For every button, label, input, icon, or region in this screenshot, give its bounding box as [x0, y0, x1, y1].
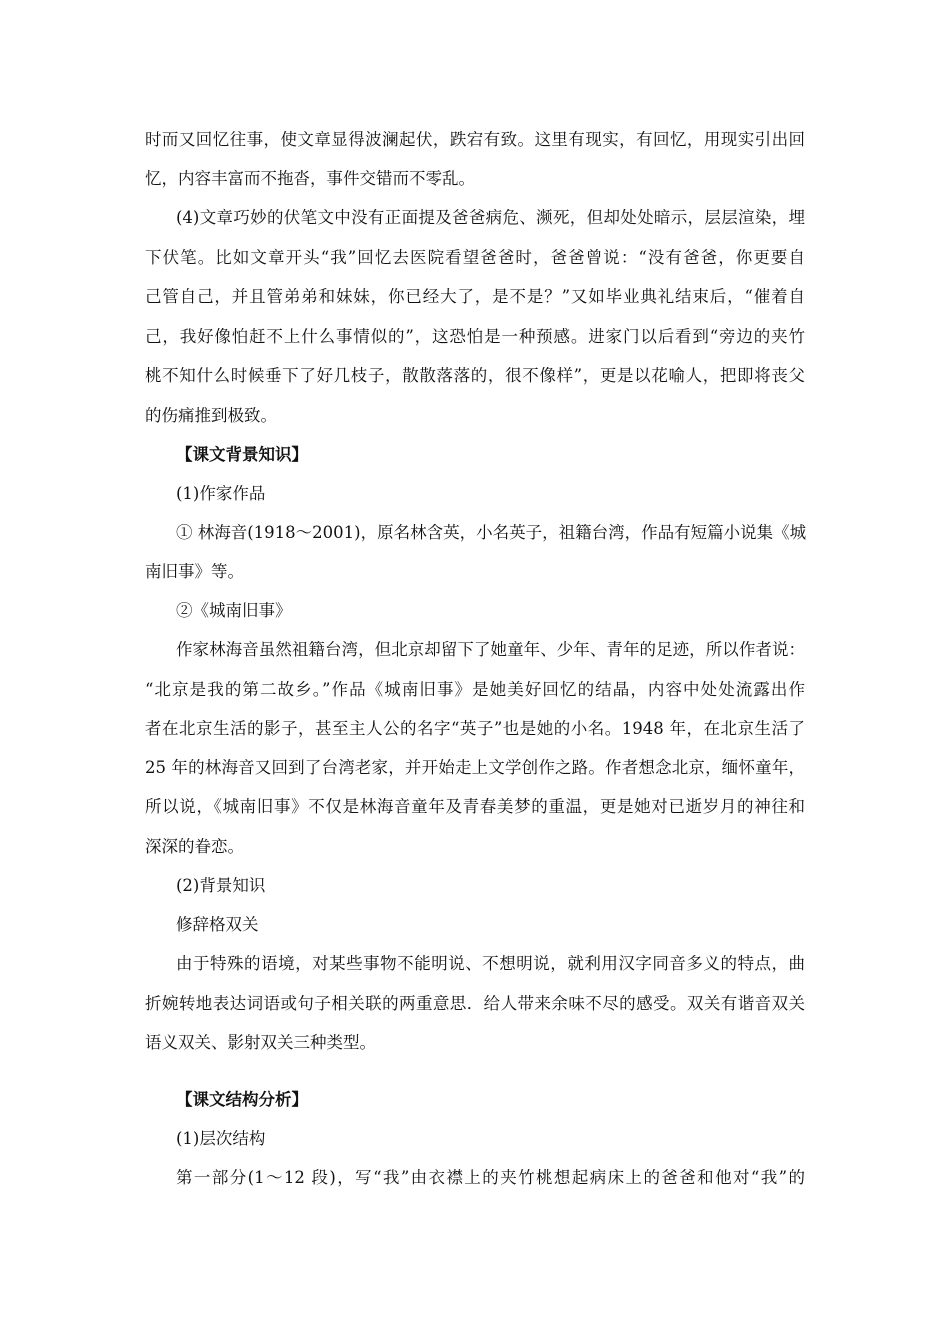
- paragraph-line: 25 年的林海音又回到了台湾老家，并开始走上文学创作之路。作者想念北京，缅怀童年，: [145, 758, 805, 777]
- paragraph-line: “北京是我的第二故乡。”作品《城南旧事》是她美好回忆的结晶，内容中处处流露出作: [145, 680, 805, 699]
- subheading-book-title: ②《城南旧事》: [176, 601, 292, 620]
- paragraph-line: 第一部分(1～12 段)，写“我”由衣襟上的夹竹桃想起病床上的爸爸和他对“我”的: [176, 1168, 805, 1187]
- paragraph-line: 己管自己，并且管弟弟和妹妹，你已经大了，是不是？”又如毕业典礼结束后，“催着自: [145, 287, 805, 306]
- section-heading-structure: 【课文结构分析】: [176, 1090, 308, 1109]
- paragraph-line: 深深的眷恋。: [145, 837, 244, 856]
- paragraph-line: 南旧事》等。: [145, 562, 244, 581]
- subheading-rhetoric: 修辞格双关: [176, 915, 259, 934]
- paragraph-line: 时而又回忆往事，使文章显得波澜起伏，跌宕有致。这里有现实，有回忆，用现实引出回: [145, 130, 805, 149]
- paragraph-line: 折婉转地表达词语或句子相关联的两重意思．给人带来余味不尽的感受。双关有谐音双关: [145, 994, 805, 1013]
- section-heading-background: 【课文背景知识】: [176, 445, 308, 464]
- paragraph-line: 由于特殊的语境，对某些事物不能明说、不想明说，就利用汉字同音多义的特点，曲: [176, 954, 805, 973]
- paragraph-line: 者在北京生活的影子，甚至主人公的名字“英子”也是她的小名。1948 年，在北京生活了: [145, 719, 805, 738]
- paragraph-line: 己，我好像怕赶不上什么事情似的”，这恐怕是一种预感。进家门以后看到“旁边的夹竹: [145, 327, 805, 346]
- paragraph-line: 下伏笔。比如文章开头“我”回忆去医院看望爸爸时，爸爸曾说：“没有爸爸，你更要自: [145, 248, 805, 267]
- paragraph-line: 所以说，《城南旧事》不仅是林海音童年及青春美梦的重温，更是她对已逝岁月的神往和: [145, 797, 805, 816]
- paragraph-line: ① 林海音(1918～2001)，原名林含英，小名英子，祖籍台湾，作品有短篇小说集《城: [176, 523, 807, 542]
- subheading-background-knowledge: (2)背景知识: [176, 876, 266, 895]
- paragraph-line: 的伤痛推到极致。: [145, 406, 277, 425]
- paragraph-line: 桃不知什么时候垂下了好几枝子，散散落落的，很不像样”，更是以花喻人，把即将丧父: [145, 366, 805, 385]
- subheading-hierarchy: (1)层次结构: [176, 1129, 266, 1148]
- paragraph-line: (4)文章巧妙的伏笔文中没有正面提及爸爸病危、濒死，但却处处暗示，层层渲染，埋: [176, 208, 805, 227]
- paragraph-line: 语义双关、影射双关三种类型。: [145, 1033, 376, 1052]
- paragraph-line: 作家林海音虽然祖籍台湾，但北京却留下了她童年、少年、青年的足迹，所以作者说：: [176, 640, 805, 659]
- subheading-author-works: (1)作家作品: [176, 484, 266, 503]
- paragraph-line: 忆，内容丰富而不拖沓，事件交错而不零乱。: [145, 169, 475, 188]
